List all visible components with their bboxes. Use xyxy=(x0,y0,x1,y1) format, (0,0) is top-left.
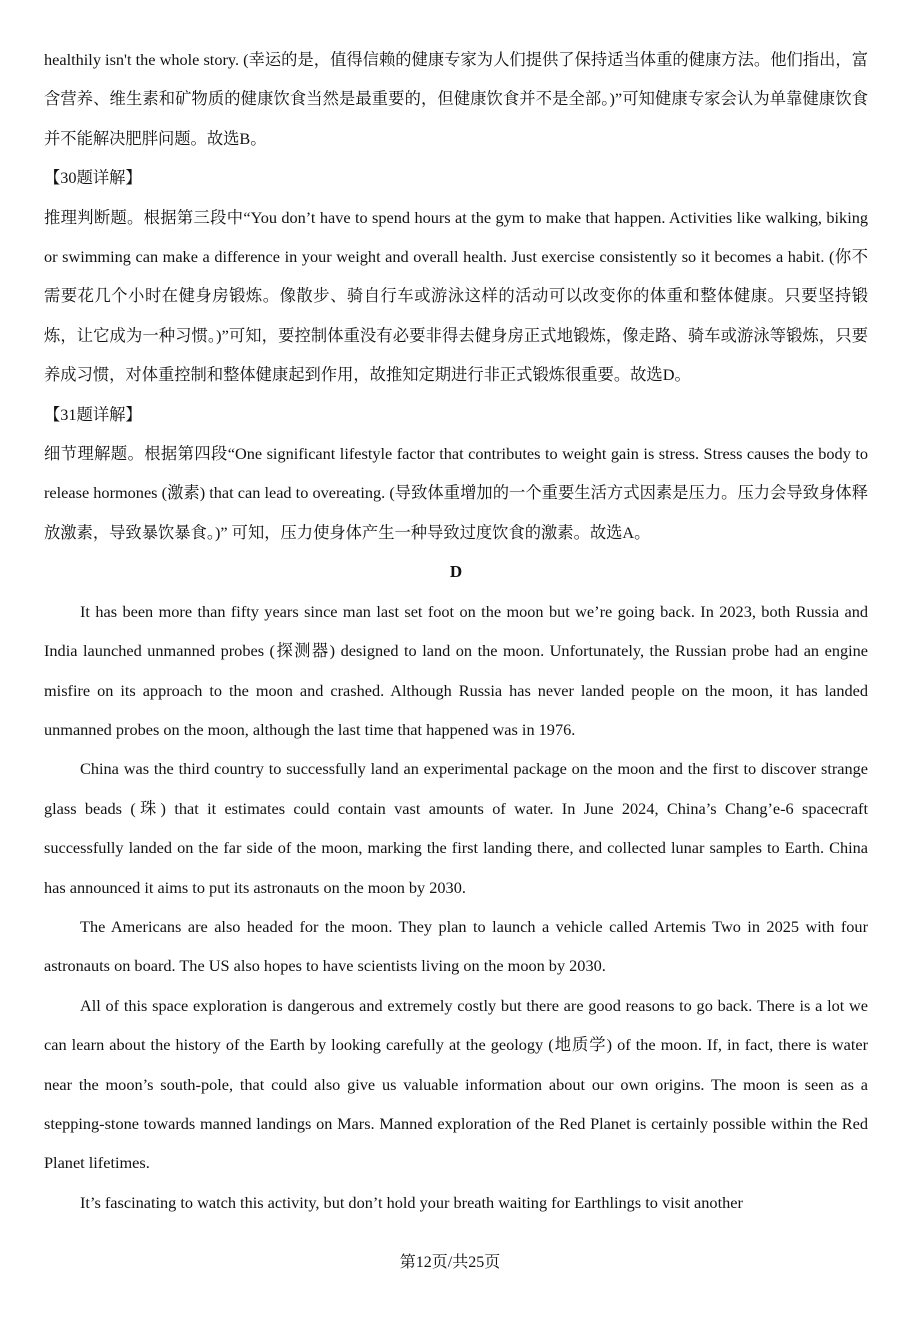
answer-explanation-30: 推理判断题。根据第三段中“You don’t have to spend hours at the gym to make that happen. Activities like walking, biking or swimming can make a difference in your weight and overall health. Just exercise consistently so it becomes a habit. (你不需要花几个小时在健身房锻炼。像散步、骑自行车或游泳这样的活动可以改变你的体重和整体健康。只要坚持锻炼，让它成为一种习惯。)”可知，要控制体重没有必要非得去健身房正式地锻炼，像走路、骑车或游泳等锻炼，只要养成习惯，对体重控制和整体健康起到作用，故推知定期进行非正式锻炼很重要。故选D。 xyxy=(44,207,868,385)
passage-d-paragraph-4: All of this space exploration is dangerous and extremely costly but there are good reasons to go back. There is a lot we can learn about the history of the Earth by looking carefully at the geology (地质学) of the moon. If, in fact, there is water near the moon’s south-pole, that could also give us valuable information about our own origins. The moon is seen as a stepping-stone towards manned landings on Mars. Manned exploration of the Red Planet is certainly possible within the Red Planet lifetimes. xyxy=(44,995,868,1173)
passage-d-paragraph-1: It has been more than fifty years since man last set foot on the moon but we’re going back. In 2023, both Russia and India launched unmanned probes (探测器) designed to land on the moon. Unfortunately, the Russian probe had an engine misfire on its approach to the moon and crashed. Although Russia has never landed people on the moon, it has landed unmanned probes on the moon, although the last time that happened was in 1976. xyxy=(44,601,868,739)
section-title-d: D xyxy=(449,562,463,582)
document-body xyxy=(44,40,868,1222)
passage-d-paragraph-2: China was the third country to successfully land an experimental package on the moon and the first to discover strange glass beads (珠) that it estimates could contain vast amounts of water. In June 2024, China’s Chang’e-6 spacecraft successfully landed on the far side of the moon, marking the first landing there, and collected lunar samples to Earth. China has announced it aims to put its astronauts on the moon by 2030. xyxy=(44,759,868,897)
passage-d-paragraph-3: The Americans are also headed for the moon. They plan to launch a vehicle called Artemis Two in 2025 with four astronauts on board. The US also hopes to have scientists living on the moon by 2030. xyxy=(44,916,868,976)
answer-explanation-31: 细节理解题。根据第四段“One significant lifestyle factor that contributes to weight gain is stress. Stress causes the body to release hormones (激素) that can lead to overeating. (导致体重增加的一个重要生活方式因素是压力。压力会导致身体释放激素，导致暴饮暴食。)” 可知，压力使身体产生一种导致过度饮食的激素。故选A。 xyxy=(44,444,868,542)
answer-explanation-29-end: healthily isn't the whole story. (幸运的是，值得信赖的健康专家为人们提供了保持适当体重的健康方法。他们指出，富含营养、维生素和矿物质的健康饮食当然是最重要的，但健康饮食并不是全部。)”可知健康专家会认为单靠健康饮食并不能解决肥胖问题。故选B。 xyxy=(44,50,868,148)
question-30-heading: 【30题详解】 xyxy=(44,168,142,188)
passage-d-paragraph-5: It’s fascinating to watch this activity, but don’t hold your breath waiting for Earthlings to visit another xyxy=(80,1192,743,1212)
question-31-heading: 【31题详解】 xyxy=(44,404,142,424)
page-number-footer: 第12页/共25页 xyxy=(399,1254,501,1271)
